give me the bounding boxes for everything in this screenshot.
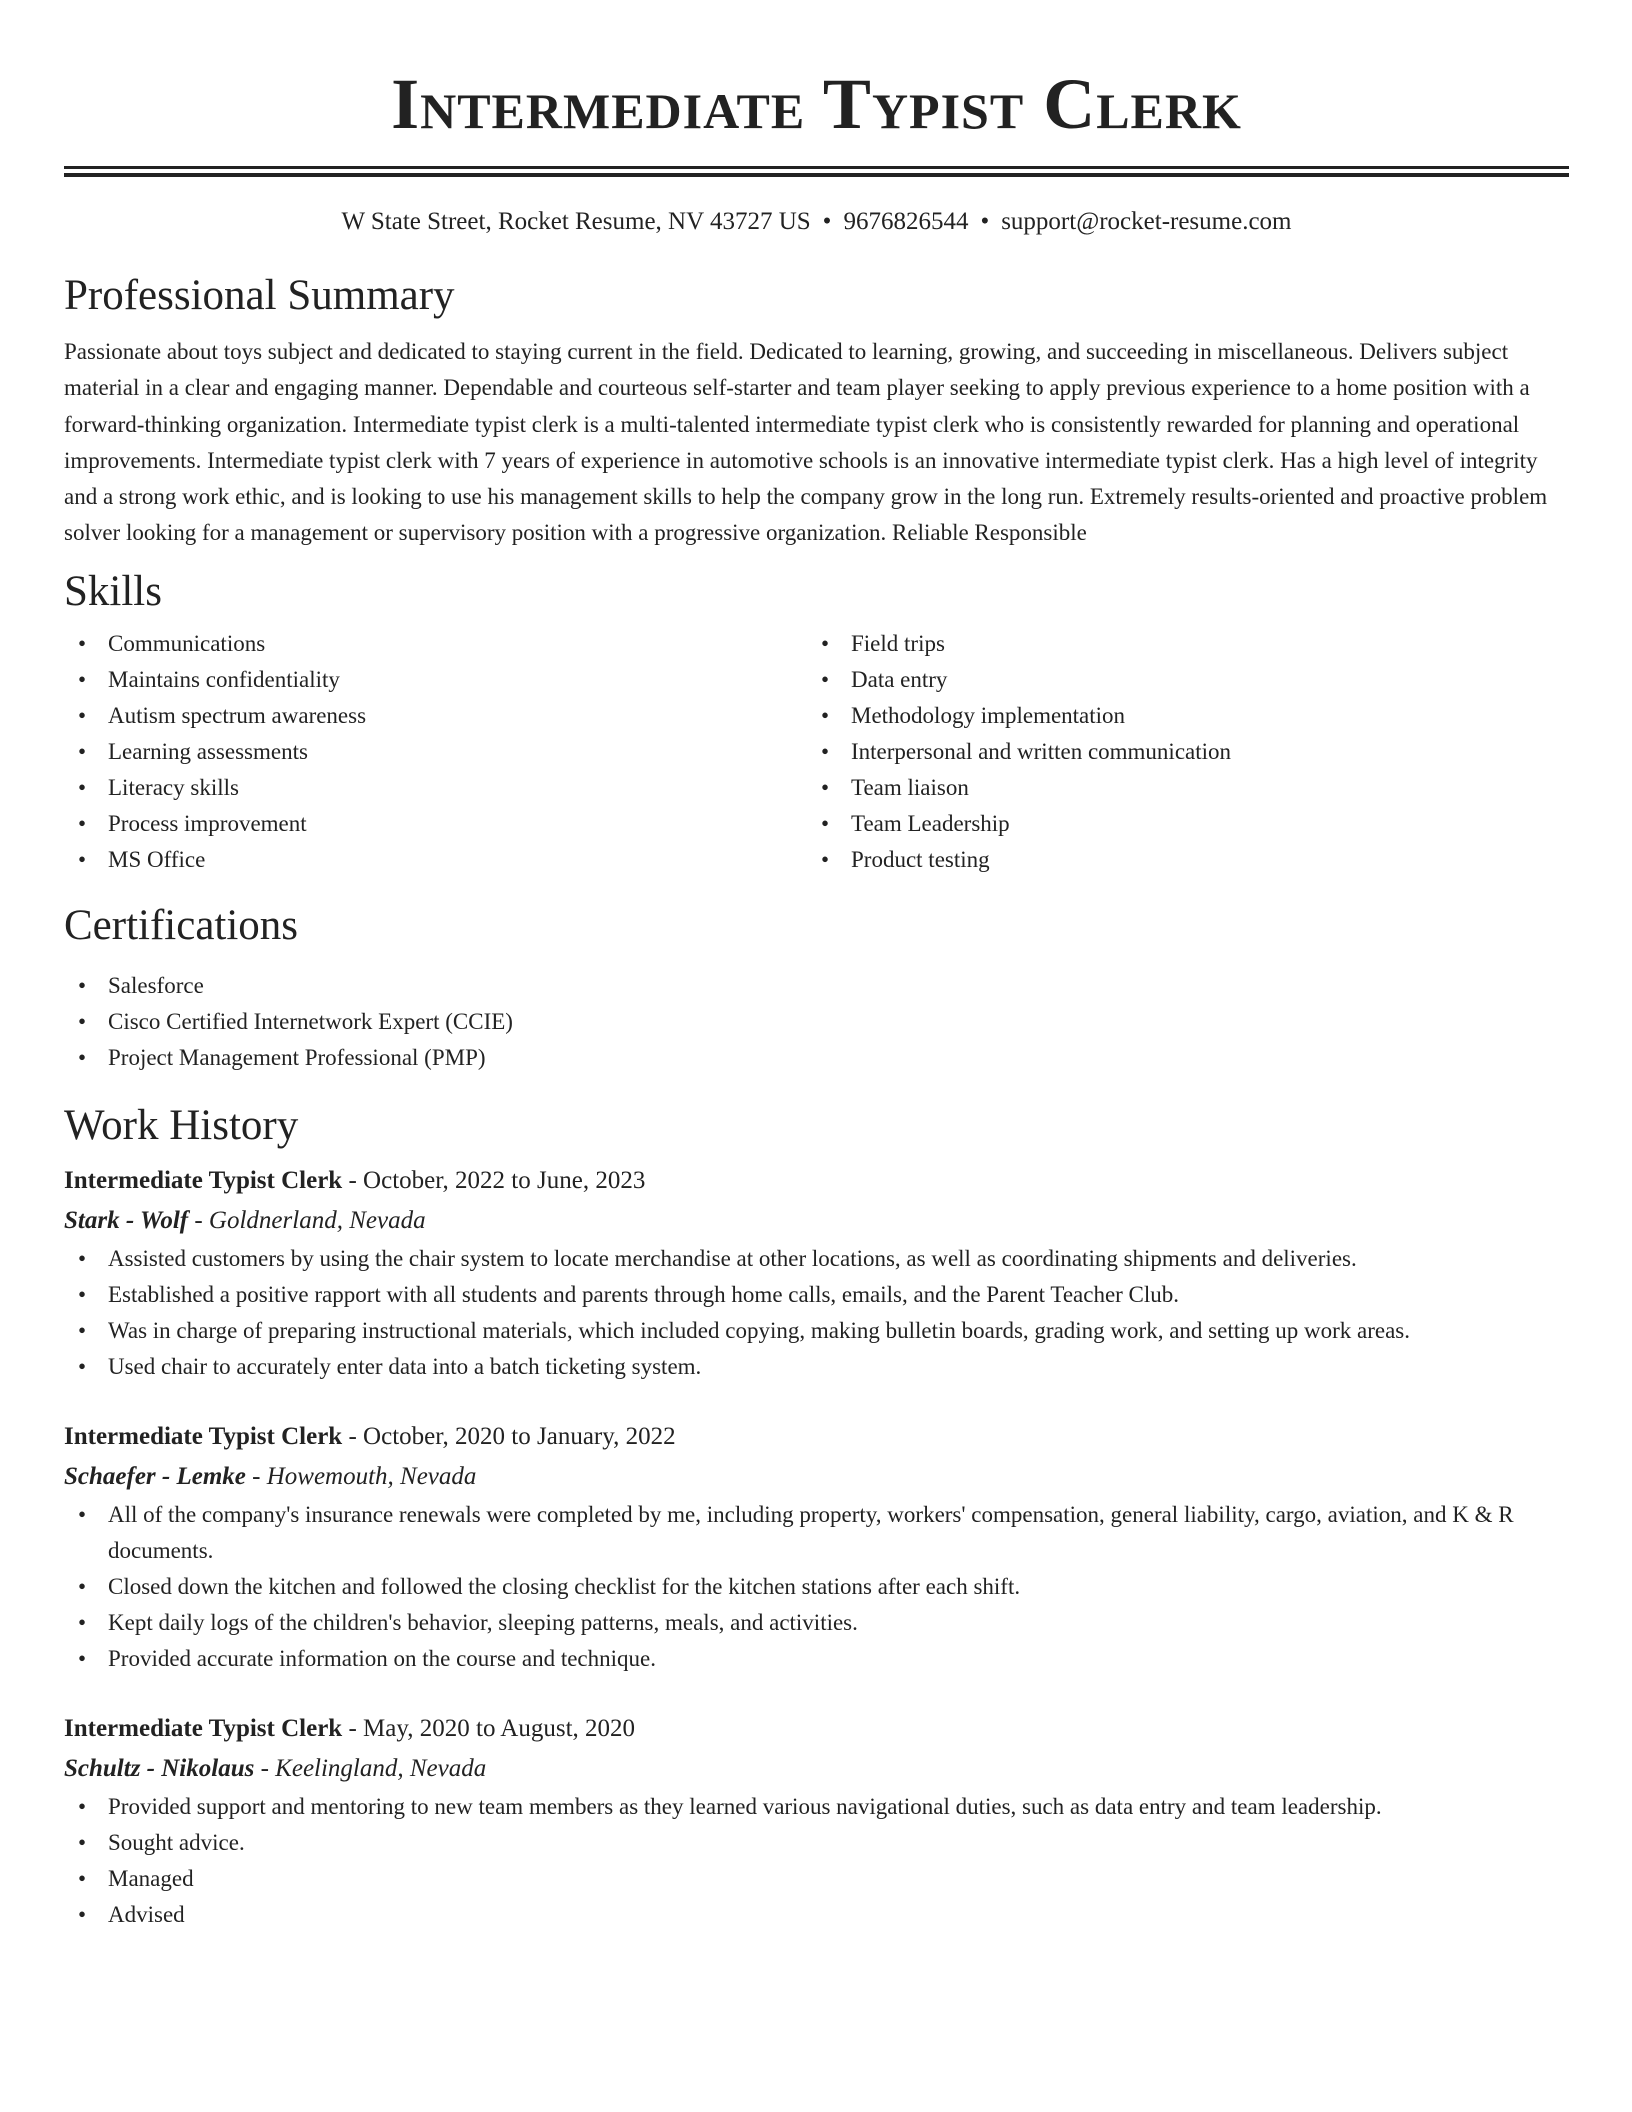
job-title: Intermediate Typist Clerk (64, 1714, 343, 1742)
summary-heading: Professional Summary (64, 272, 455, 319)
job-bullets (64, 1789, 1569, 1933)
job-company: Schultz - Nikolaus (64, 1754, 255, 1782)
job-location: - Keelingland, Nevada (254, 1754, 487, 1782)
job-title: Intermediate Typist Clerk (64, 1166, 343, 1194)
job-entry (64, 1417, 1569, 1677)
job-bullets (64, 1241, 1569, 1385)
job-title-line (64, 1709, 1569, 1749)
contact-email: support@rocket-resume.com (1001, 208, 1292, 235)
summary-text: Passionate about toys subject and dedicated to staying current in the field. Dedicated to learning, growing, and succeeding in miscellaneous. Delivers subject material in a clear and engaging manner. Dependable and courteous self-starter and team player seeking to apply previous experience to a home position with a forward-thinking organization. Intermediate typist clerk is a multi-talented intermediate typist clerk who is consistently rewarded for planning and operational improvements. Intermediate typist clerk with 7 years of experience in automotive schools is an innovative intermediate typist clerk. Has a high level of integrity and a strong work ethic, and is looking to use his management skills to help the company grow in the long run. Extremely results-oriented and proactive problem solver looking for a management or supervisory position with a progressive organization. Reliable Responsible (64, 339, 1548, 546)
job-dates: - May, 2020 to August, 2020 (342, 1714, 636, 1742)
job-bullet: • Provided accurate information on the course and technique. (64, 1641, 1569, 1677)
job-bullet: • Closed down the kitchen and followed the closing checklist for the kitchen stations after each shift. (64, 1569, 1569, 1605)
certification-item: • Cisco Certified Internetwork Expert (CCIE) (64, 1004, 1569, 1040)
certifications-list (64, 968, 1569, 1076)
job-dates: - October, 2022 to June, 2023 (342, 1166, 646, 1194)
skill-item: • Team Leadership (807, 806, 1550, 842)
certification-item: • Salesforce (64, 968, 1569, 1004)
job-company-line (64, 1201, 1569, 1241)
job-entry (64, 1161, 1569, 1385)
job-bullet: • Advised (64, 1897, 1569, 1933)
job-title-line (64, 1161, 1569, 1201)
certification-item: • Project Management Professional (PMP) (64, 1040, 1569, 1076)
contact-separator: • (822, 208, 832, 235)
job-bullet: • All of the company's insurance renewals were completed by me, including property, workers' compensation, general liability, cargo, aviation, and K & R documents. (64, 1497, 1569, 1569)
skill-item: • Process improvement (64, 806, 807, 842)
job-entry (64, 1709, 1569, 1933)
job-location: - Howemouth, Nevada (245, 1462, 477, 1490)
job-bullet: • Was in charge of preparing instructional materials, which included copying, making bulletin boards, grading work, and setting up work areas. (64, 1313, 1569, 1349)
job-company-line (64, 1749, 1569, 1789)
skill-item: • Learning assessments (64, 734, 807, 770)
job-company-line (64, 1457, 1569, 1497)
skills-column-right (807, 626, 1550, 878)
job-dates: - October, 2020 to January, 2022 (342, 1422, 676, 1450)
job-company: Schaefer - Lemke (64, 1462, 246, 1490)
job-title-line (64, 1417, 1569, 1457)
contact-line (64, 207, 1569, 237)
job-title: Intermediate Typist Clerk (64, 1422, 343, 1450)
work-history-heading: Work History (64, 1101, 299, 1149)
job-bullet: • Managed (64, 1861, 1569, 1897)
job-bullet: • Used chair to accurately enter data into a batch ticketing system. (64, 1349, 1569, 1385)
job-bullet: • Sought advice. (64, 1825, 1569, 1861)
header-double-rule (64, 166, 1569, 177)
certifications-heading: Certifications (64, 901, 299, 949)
contact-phone: 9676826544 (843, 208, 969, 235)
skill-item: • Data entry (807, 662, 1550, 698)
skill-item: • Interpersonal and written communication (807, 734, 1550, 770)
job-bullet: • Kept daily logs of the children's behavior, sleeping patterns, meals, and activities. (64, 1605, 1569, 1641)
skill-item: • Maintains confidentiality (64, 662, 807, 698)
skill-item: • Team liaison (807, 770, 1550, 806)
resume-name-title: Intermediate Typist Clerk (391, 64, 1242, 144)
job-location: - Goldnerland, Nevada (188, 1206, 426, 1234)
skills-heading: Skills (64, 567, 162, 615)
skills-columns (64, 626, 1569, 878)
skills-column-left (64, 626, 807, 878)
contact-address: W State Street, Rocket Resume, NV 43727 US (341, 208, 811, 235)
skill-item: • Communications (64, 626, 807, 662)
job-bullets (64, 1497, 1569, 1677)
job-company: Stark - Wolf (64, 1206, 189, 1234)
skill-item: • Product testing (807, 842, 1550, 878)
skill-item: • Methodology implementation (807, 698, 1550, 734)
skill-item: • Autism spectrum awareness (64, 698, 807, 734)
job-bullet: • Established a positive rapport with all students and parents through home calls, emails, and the Parent Teacher Club. (64, 1277, 1569, 1313)
job-bullet: • Provided support and mentoring to new team members as they learned various navigational duties, such as data entry and team leadership. (64, 1789, 1569, 1825)
contact-separator: • (980, 208, 990, 235)
skill-item: • Literacy skills (64, 770, 807, 806)
resume-page (64, 0, 1569, 1933)
skill-item: • MS Office (64, 842, 807, 878)
skill-item: • Field trips (807, 626, 1550, 662)
job-bullet: • Assisted customers by using the chair system to locate merchandise at other locations, as well as coordinating shipments and deliveries. (64, 1241, 1569, 1277)
